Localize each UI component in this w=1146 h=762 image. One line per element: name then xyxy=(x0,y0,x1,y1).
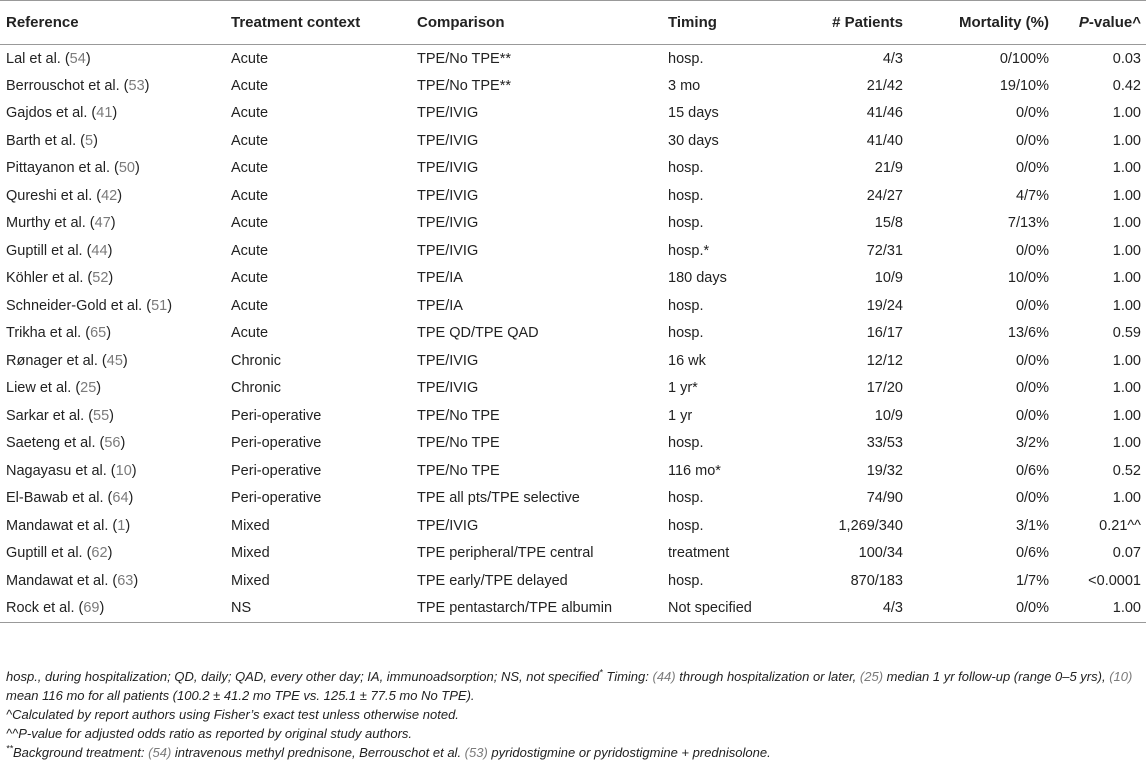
reference-link[interactable]: 42 xyxy=(101,187,118,204)
cell-pvalue: 1.00 xyxy=(1112,297,1141,314)
footnote-fisher: ^Calculated by report authors using Fisher’s exact test unless otherwise noted. xyxy=(6,707,459,722)
cell-mortality: 0/0% xyxy=(1015,242,1049,259)
table-row xyxy=(0,347,1146,375)
reference-link[interactable]: 45 xyxy=(106,352,123,369)
header-patients: # Patients xyxy=(780,1,903,45)
cell-patients: 72/31 xyxy=(866,242,903,259)
cell-mortality: 7/13% xyxy=(1007,215,1049,232)
cell-mortality: 0/100% xyxy=(999,50,1049,67)
cell-comparison: TPE/IA xyxy=(417,270,463,287)
cell-timing: 1 yr* xyxy=(668,380,698,397)
cell-pvalue: 1.00 xyxy=(1112,270,1141,287)
cell-reference: Lal et al. (54) xyxy=(6,50,91,67)
cell-mortality: 1/7% xyxy=(1015,572,1049,589)
header-context: Treatment context xyxy=(225,1,411,45)
cell-patients: 10/9 xyxy=(874,270,903,287)
cell-mortality: 0/0% xyxy=(1015,297,1049,314)
reference-link[interactable]: 64 xyxy=(112,490,129,507)
cell-mortality: 0/0% xyxy=(1015,380,1049,397)
cell-context: Peri-operative xyxy=(231,407,322,424)
cell-pvalue: <0.0001 xyxy=(1088,572,1141,589)
cell-reference: Berrouschot et al. (53) xyxy=(6,77,150,94)
cell-context: Acute xyxy=(231,132,269,149)
cell-pvalue: 0.59 xyxy=(1112,325,1141,342)
cell-pvalue: 1.00 xyxy=(1112,215,1141,232)
cell-timing: hosp. xyxy=(668,572,704,589)
reference-link[interactable]: 63 xyxy=(117,572,134,589)
cell-timing: hosp. xyxy=(668,325,704,342)
cell-patients: 21/9 xyxy=(874,160,903,177)
cell-reference: Rønager et al. (45) xyxy=(6,352,128,369)
cell-timing: hosp. xyxy=(668,435,704,452)
footnote-adjusted-odds: ^^P-value for adjusted odds ratio as reported by original study authors. xyxy=(6,726,413,741)
reference-link[interactable]: 56 xyxy=(104,435,121,452)
cell-comparison: TPE early/TPE delayed xyxy=(417,572,568,589)
cell-context: Chronic xyxy=(231,352,281,369)
cell-patients: 19/24 xyxy=(866,297,903,314)
cell-patients: 4/3 xyxy=(780,595,903,623)
cell-pvalue: 1.00 xyxy=(1112,187,1141,204)
cell-mortality: 0/0% xyxy=(903,595,1049,623)
header-pvalue xyxy=(1049,1,1146,45)
cell-mortality: 0/0% xyxy=(1015,105,1049,122)
cell-context: Acute xyxy=(231,215,269,232)
table-footnotes xyxy=(6,667,1140,762)
cell-context: Mixed xyxy=(231,545,270,562)
reference-link[interactable]: 65 xyxy=(90,325,107,342)
cell-reference: Trikha et al. (65) xyxy=(6,325,112,342)
cell-pvalue: 1.00 xyxy=(1112,490,1141,507)
cell-pvalue: 0.03 xyxy=(1112,50,1141,67)
header-timing: Timing xyxy=(662,1,780,45)
cell-reference: El-Bawab et al. (64) xyxy=(6,490,134,507)
table-row xyxy=(0,292,1146,320)
cell-context: Peri-operative xyxy=(231,462,322,479)
cell-reference: Guptill et al. (62) xyxy=(6,545,113,562)
cell-context: Acute xyxy=(231,242,269,259)
table-row xyxy=(0,485,1146,513)
reference-link[interactable]: 62 xyxy=(91,545,108,562)
cell-pvalue: 0.42 xyxy=(1112,77,1141,94)
cell-timing: hosp. xyxy=(668,160,704,177)
cell-patients: 870/183 xyxy=(850,572,903,589)
cell-pvalue: 1.00 xyxy=(1112,242,1141,259)
cell-comparison: TPE/No TPE** xyxy=(417,77,512,94)
table-row xyxy=(0,430,1146,458)
cell-pvalue: 1.00 xyxy=(1112,132,1141,149)
cell-comparison: TPE/No TPE** xyxy=(417,50,512,67)
cell-patients: 41/46 xyxy=(866,105,903,122)
cell-reference: Gajdos et al. (41) xyxy=(6,105,118,122)
cell-context: Acute xyxy=(231,77,269,94)
reference-link[interactable]: 1 xyxy=(117,517,126,534)
cell-mortality: 10/0% xyxy=(1007,270,1049,287)
footnote-background: **Background treatment: (54) intravenous methyl prednisone, Berrouschot et al. (53) pyridostigmine or pyridostigmine + prednisolone. xyxy=(6,743,771,760)
cell-mortality: 0/0% xyxy=(1015,490,1049,507)
cell-pvalue: 1.00 xyxy=(1112,352,1141,369)
cell-comparison: TPE/IVIG xyxy=(417,242,479,259)
cell-pvalue: 1.00 xyxy=(1112,160,1141,177)
cell-comparison: TPE/IVIG xyxy=(417,215,479,232)
cell-timing: hosp. xyxy=(668,187,704,204)
reference-link[interactable]: 52 xyxy=(92,270,109,287)
cell-mortality: 0/0% xyxy=(1015,160,1049,177)
cell-comparison: TPE QD/TPE QAD xyxy=(417,325,539,342)
cell-patients: 10/9 xyxy=(874,407,903,424)
table-row xyxy=(0,72,1146,100)
cell-reference: Guptill et al. (44) xyxy=(6,242,113,259)
reference-link[interactable]: 50 xyxy=(118,160,135,177)
footnote-abbreviations: hosp., during hospitalization; QD, daily; QAD, every other day; IA, immunoadsorption; NS, not specified* Timing: (44) through hospitalization or later, (25) median 1 yr follow-up (range 0–5 yrs), (10) mean 116 mo for all patients (100.2 ± 41.2 mo TPE vs. 125.1 ± 77.5 mo No TPE). xyxy=(6,667,1133,703)
cell-patients: 12/12 xyxy=(866,352,903,369)
table-row xyxy=(0,182,1146,210)
cell-patients: 16/17 xyxy=(866,325,903,342)
table-row xyxy=(0,512,1146,540)
cell-timing: 3 mo xyxy=(668,77,701,94)
header-row xyxy=(0,1,1146,45)
table-row xyxy=(0,100,1146,128)
header-pvalue-rest: -value^ xyxy=(1088,14,1141,31)
cell-timing: 116 mo* xyxy=(668,462,721,479)
cell-patients: 4/3 xyxy=(882,50,903,67)
table-row xyxy=(0,320,1146,348)
cell-context: NS xyxy=(225,595,411,623)
table-row xyxy=(0,457,1146,485)
table-row xyxy=(0,155,1146,183)
cell-patients: 17/20 xyxy=(866,380,903,397)
cell-patients: 74/90 xyxy=(866,490,903,507)
cell-comparison: TPE/IA xyxy=(417,297,463,314)
cell-reference: Murthy et al. (47) xyxy=(6,215,116,232)
header-mortality: Mortality (%) xyxy=(903,1,1049,45)
table-row xyxy=(0,567,1146,595)
cell-mortality: 0/6% xyxy=(1015,545,1049,562)
cell-reference: Rock et al. (69) xyxy=(0,595,225,623)
cell-reference: Sarkar et al. (55) xyxy=(6,407,115,424)
table-row xyxy=(0,540,1146,568)
cell-reference: Liew et al. (25) xyxy=(6,380,102,397)
cell-timing: 15 days xyxy=(668,105,719,122)
cell-context: Acute xyxy=(231,50,269,67)
reference-link[interactable]: 51 xyxy=(151,297,168,314)
cell-context: Mixed xyxy=(231,572,270,589)
cell-comparison: TPE/IVIG xyxy=(417,132,479,149)
cell-reference: Schneider-Gold et al. (51) xyxy=(6,297,173,314)
cell-timing: hosp.* xyxy=(668,242,710,259)
table-row xyxy=(0,127,1146,155)
cell-reference: Pittayanon et al. (50) xyxy=(6,160,140,177)
reference-link[interactable]: 10 xyxy=(115,462,132,479)
cell-mortality: 3/1% xyxy=(1015,517,1049,534)
header-reference: Reference xyxy=(0,1,225,45)
cell-reference: Köhler et al. (52) xyxy=(6,270,114,287)
reference-link[interactable]: 47 xyxy=(94,215,111,232)
cell-mortality: 0/0% xyxy=(1015,132,1049,149)
cell-reference: Mandawat et al. (1) xyxy=(6,517,131,534)
cell-pvalue: 0.52 xyxy=(1112,462,1141,479)
cell-pvalue: 1.00 xyxy=(1112,435,1141,452)
cell-comparison: TPE/No TPE xyxy=(417,435,500,452)
cell-timing: 30 days xyxy=(668,132,719,149)
cell-reference: Qureshi et al. (42) xyxy=(6,187,123,204)
table-row xyxy=(0,265,1146,293)
header-comparison: Comparison xyxy=(411,1,662,45)
cell-reference: Mandawat et al. (63) xyxy=(6,572,139,589)
cell-context: Acute xyxy=(231,325,269,342)
cell-comparison: TPE/No TPE xyxy=(417,407,500,424)
reference-link[interactable]: 5 xyxy=(84,132,94,149)
cell-context: Chronic xyxy=(231,380,281,397)
cell-mortality: 0/6% xyxy=(1015,462,1049,479)
cell-reference: Saeteng et al. (56) xyxy=(6,435,126,452)
cell-timing: Not specified xyxy=(662,595,780,623)
reference-link[interactable]: 44 xyxy=(91,242,108,259)
cell-mortality: 4/7% xyxy=(1015,187,1049,204)
cell-patients: 24/27 xyxy=(866,187,903,204)
cell-timing: hosp. xyxy=(668,50,704,67)
cell-context: Mixed xyxy=(231,517,270,534)
table-row xyxy=(0,45,1146,73)
cell-timing: 180 days xyxy=(668,270,727,287)
cell-context: Acute xyxy=(231,297,269,314)
cell-timing: 16 wk xyxy=(668,352,706,369)
cell-context: Acute xyxy=(231,105,269,122)
cell-comparison: TPE peripheral/TPE central xyxy=(417,545,594,562)
cell-timing: hosp. xyxy=(668,490,704,507)
reference-link[interactable]: 41 xyxy=(96,105,113,122)
cell-mortality: 19/10% xyxy=(999,77,1049,94)
cell-pvalue: 0.07 xyxy=(1112,545,1141,562)
cell-context: Acute xyxy=(231,187,269,204)
reference-link[interactable]: 53 xyxy=(128,77,145,94)
cell-comparison: TPE/IVIG xyxy=(417,352,479,369)
cell-comparison: TPE/IVIG xyxy=(417,187,479,204)
table-row xyxy=(0,210,1146,238)
cell-patients: 41/40 xyxy=(866,132,903,149)
cell-patients: 33/53 xyxy=(866,435,903,452)
cell-mortality: 0/0% xyxy=(1015,352,1049,369)
cell-patients: 100/34 xyxy=(858,545,903,562)
cell-timing: hosp. xyxy=(668,517,704,534)
cell-timing: treatment xyxy=(668,545,730,562)
cell-comparison: TPE pentastarch/TPE albumin xyxy=(411,595,662,623)
reference-link[interactable]: 55 xyxy=(93,407,110,424)
cell-patients: 19/32 xyxy=(866,462,903,479)
cell-timing: hosp. xyxy=(668,215,704,232)
cell-mortality: 3/2% xyxy=(1015,435,1049,452)
cell-comparison: TPE/IVIG xyxy=(417,517,479,534)
cell-pvalue: 1.00 xyxy=(1112,407,1141,424)
cell-reference: Barth et al. (5) xyxy=(6,132,98,149)
cell-reference: Nagayasu et al. (10) xyxy=(6,462,137,479)
cell-context: Peri-operative xyxy=(231,490,322,507)
cell-comparison: TPE/No TPE xyxy=(417,462,500,479)
cell-pvalue: 1.00 xyxy=(1112,380,1141,397)
reference-link[interactable]: 54 xyxy=(69,50,86,67)
cell-pvalue: 0.21^^ xyxy=(1099,517,1141,534)
cell-context: Peri-operative xyxy=(231,435,322,452)
cell-timing: hosp. xyxy=(668,297,704,314)
table-row xyxy=(0,237,1146,265)
cell-timing: 1 yr xyxy=(668,407,693,424)
cell-comparison: TPE/IVIG xyxy=(417,380,479,397)
cell-context: Acute xyxy=(231,160,269,177)
cell-comparison: TPE all pts/TPE selective xyxy=(417,490,580,507)
header-pvalue-p: P xyxy=(1078,14,1089,31)
cell-comparison: TPE/IVIG xyxy=(417,105,479,122)
table-row xyxy=(0,402,1146,430)
cell-mortality: 13/6% xyxy=(1007,325,1049,342)
cell-patients: 21/42 xyxy=(866,77,903,94)
reference-link[interactable]: 69 xyxy=(83,600,100,616)
cell-mortality: 0/0% xyxy=(1015,407,1049,424)
cell-context: Acute xyxy=(231,270,269,287)
table-row xyxy=(0,595,1146,623)
cell-patients: 1,269/340 xyxy=(838,517,903,534)
cell-pvalue: 1.00 xyxy=(1112,105,1141,122)
reference-link[interactable]: 25 xyxy=(80,380,97,397)
table-row xyxy=(0,375,1146,403)
cell-patients: 15/8 xyxy=(874,215,903,232)
cell-pvalue: 1.00 xyxy=(1049,595,1146,623)
cell-comparison: TPE/IVIG xyxy=(417,160,479,177)
